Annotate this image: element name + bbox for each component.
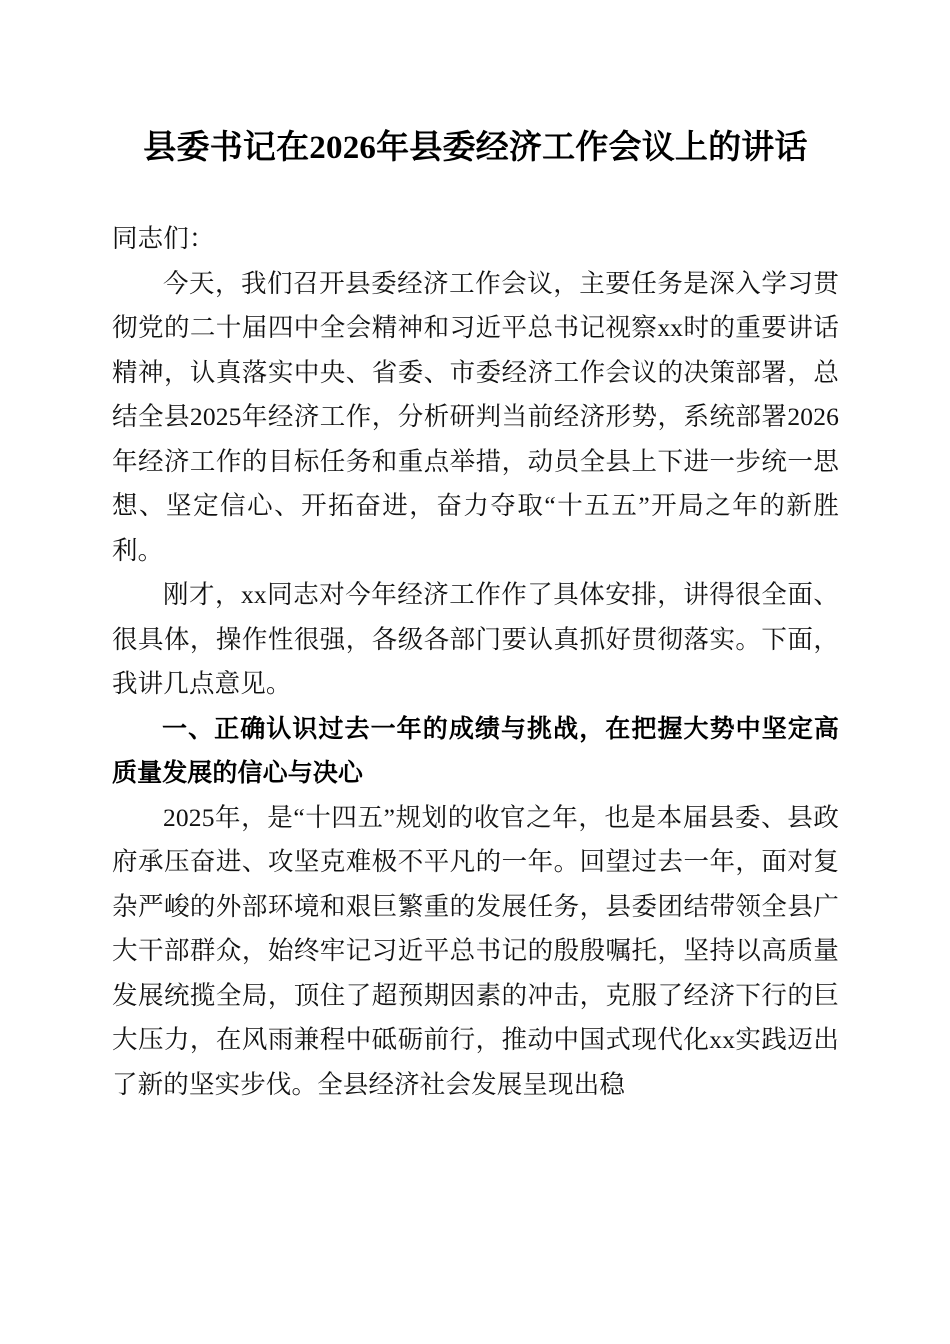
paragraph-gangcai: 刚才，xx同志对今年经济工作作了具体安排，讲得很全面、很具体，操作性很强，各级各部门要认真抓好贯彻落实。下面，我讲几点意见。 xyxy=(112,580,839,698)
paragraph-opening: 今天，我们召开县委经济工作会议，主要任务是深入学习贯彻党的二十届四中全会精神和习近平总书记视察xx时的重要讲话精神，认真落实中央、省委、市委经济工作会议的决策部署，总结全县2025年经济工作，分析研判当前经济形势，系统部署2026年经济工作的目标任务和重点举措，动员全县上下进一步统一思想、坚定信心、开拓奋进，奋力夺取“十五五”开局之年的新胜利。 xyxy=(112,268,839,565)
title-spacer xyxy=(112,171,839,217)
salutation: 同志们： xyxy=(112,224,215,253)
document-body xyxy=(112,126,839,1107)
section-heading-one: 一、正确认识过去一年的成绩与挑战，在把握大势中坚定高质量发展的信心与决心 xyxy=(112,714,839,787)
page-title: 县委书记在2026年县委经济工作会议上的讲话 xyxy=(143,130,808,166)
paragraph-2025-review: 2025年，是“十四五”规划的收官之年，也是本届县委、县政府承压奋进、攻坚克难极不平凡的一年。回望过去一年，面对复杂严峻的外部环境和艰巨繁重的发展任务，县委团结带领全县广大干部群众，始终牢记习近平总书记的殷殷嘱托，坚持以高质量发展统揽全局，顶住了超预期因素的冲击，克服了经济下行的巨大压力，在风雨兼程中砥砺前行，推动中国式现代化xx实践迈出了新的坚实步伐。全县经济社会发展呈现出稳 xyxy=(112,802,839,1099)
